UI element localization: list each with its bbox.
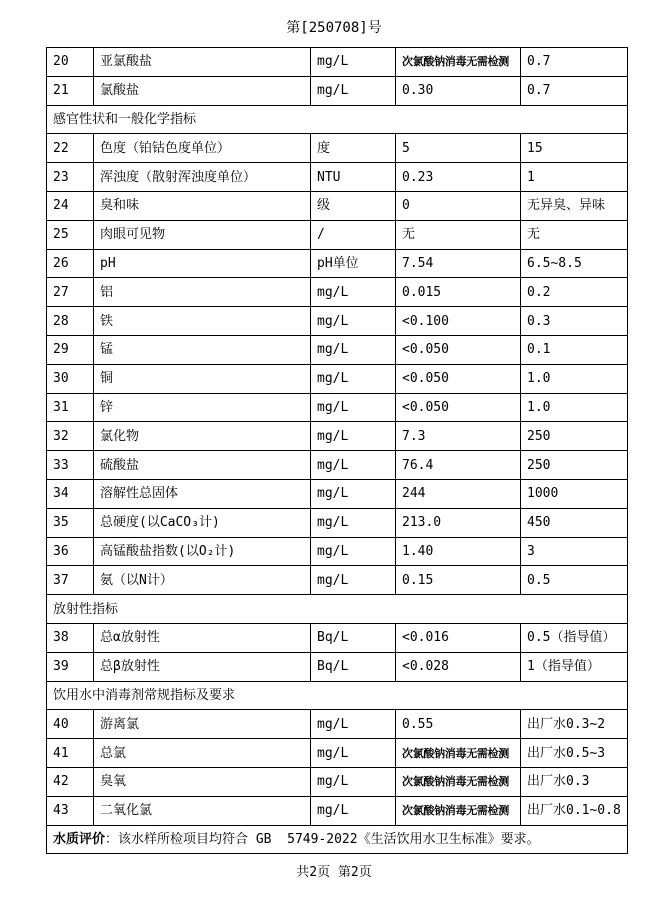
table-row: [47, 623, 628, 652]
cell-limit: 1（指导值）: [521, 652, 628, 681]
section-header: 放射性指标: [47, 595, 628, 624]
table-row: [47, 767, 628, 796]
table-row: [47, 48, 628, 77]
cell-value: 1.40: [396, 537, 521, 566]
evaluation-row: [47, 825, 628, 854]
cell-value: 0: [396, 191, 521, 220]
cell-unit: 度: [311, 134, 396, 163]
table-row: [47, 335, 628, 364]
cell-value: 0.30: [396, 76, 521, 105]
cell-no: 24: [47, 191, 94, 220]
cell-value: 次氯酸钠消毒无需检测: [396, 48, 521, 77]
evaluation-text: ：该水样所检项目均符合 GB 5749-2022《生活饮用水卫生标准》要求。: [105, 831, 540, 847]
report-number-title: 第[250708]号: [286, 20, 382, 36]
cell-no: 39: [47, 652, 94, 681]
cell-name: 铜: [94, 364, 311, 393]
evaluation-label: 水质评价: [53, 831, 106, 847]
cell-value: <0.050: [396, 364, 521, 393]
cell-name: 色度（铂钴色度单位）: [94, 134, 311, 163]
cell-name: 溶解性总固体: [94, 479, 311, 508]
cell-name: 亚氯酸盐: [94, 48, 311, 77]
cell-value: 0.23: [396, 163, 521, 192]
cell-no: 20: [47, 48, 94, 77]
cell-name: 总硬度(以CaCO₃计): [94, 508, 311, 537]
cell-value: 7.3: [396, 422, 521, 451]
cell-value: 5: [396, 134, 521, 163]
cell-name: pH: [94, 249, 311, 278]
cell-value: 0.15: [396, 566, 521, 595]
cell-unit: mg/L: [311, 796, 396, 825]
cell-no: 33: [47, 451, 94, 480]
cell-name: 游离氯: [94, 710, 311, 739]
cell-name: 臭氧: [94, 767, 311, 796]
cell-limit: 0.7: [521, 48, 628, 77]
cell-value: <0.028: [396, 652, 521, 681]
section-row: [47, 681, 628, 710]
cell-unit: mg/L: [311, 335, 396, 364]
cell-unit: mg/L: [311, 364, 396, 393]
table-row: [47, 163, 628, 192]
table-row: [47, 249, 628, 278]
cell-name: 氯化物: [94, 422, 311, 451]
cell-limit: 出厂水0.1~0.8: [521, 796, 628, 825]
cell-no: 34: [47, 479, 94, 508]
cell-unit: mg/L: [311, 479, 396, 508]
cell-limit: 0.2: [521, 278, 628, 307]
table-row: [47, 278, 628, 307]
cell-limit: 出厂水0.3~2: [521, 710, 628, 739]
cell-limit: 无异臭、异味: [521, 191, 628, 220]
cell-unit: mg/L: [311, 767, 396, 796]
cell-unit: pH单位: [311, 249, 396, 278]
cell-unit: mg/L: [311, 566, 396, 595]
table-row: [47, 739, 628, 768]
cell-name: 铁: [94, 307, 311, 336]
cell-value: 76.4: [396, 451, 521, 480]
cell-unit: Bq/L: [311, 623, 396, 652]
table-row: [47, 307, 628, 336]
cell-no: 35: [47, 508, 94, 537]
section-header: 感官性状和一般化学指标: [47, 105, 628, 134]
cell-name: 浑浊度（散射浑浊度单位）: [94, 163, 311, 192]
cell-unit: mg/L: [311, 537, 396, 566]
cell-limit: 450: [521, 508, 628, 537]
evaluation-cell: [47, 825, 628, 854]
cell-value: <0.016: [396, 623, 521, 652]
cell-no: 43: [47, 796, 94, 825]
table-row: [47, 566, 628, 595]
cell-no: 21: [47, 76, 94, 105]
cell-unit: /: [311, 220, 396, 249]
cell-no: 23: [47, 163, 94, 192]
water-quality-table: [46, 47, 628, 854]
cell-no: 40: [47, 710, 94, 739]
cell-value: 无: [396, 220, 521, 249]
table-row: [47, 508, 628, 537]
cell-name: 高锰酸盐指数(以O₂计): [94, 537, 311, 566]
cell-name: 总氯: [94, 739, 311, 768]
cell-limit: 250: [521, 451, 628, 480]
cell-value: 0.015: [396, 278, 521, 307]
cell-value: 213.0: [396, 508, 521, 537]
cell-no: 25: [47, 220, 94, 249]
cell-unit: mg/L: [311, 422, 396, 451]
section-header: 饮用水中消毒剂常规指标及要求: [47, 681, 628, 710]
cell-unit: mg/L: [311, 508, 396, 537]
cell-no: 27: [47, 278, 94, 307]
cell-value: 244: [396, 479, 521, 508]
table-row: [47, 710, 628, 739]
cell-limit: 1.0: [521, 364, 628, 393]
table-row: [47, 652, 628, 681]
cell-no: 42: [47, 767, 94, 796]
cell-limit: 1000: [521, 479, 628, 508]
cell-no: 37: [47, 566, 94, 595]
section-row: [47, 105, 628, 134]
cell-limit: 15: [521, 134, 628, 163]
cell-limit: 3: [521, 537, 628, 566]
cell-no: 29: [47, 335, 94, 364]
cell-name: 氯酸盐: [94, 76, 311, 105]
cell-name: 二氧化氯: [94, 796, 311, 825]
cell-name: 总α放射性: [94, 623, 311, 652]
cell-no: 38: [47, 623, 94, 652]
cell-unit: mg/L: [311, 307, 396, 336]
cell-no: 32: [47, 422, 94, 451]
cell-limit: 出厂水0.5~3: [521, 739, 628, 768]
cell-limit: 0.5: [521, 566, 628, 595]
cell-unit: mg/L: [311, 76, 396, 105]
cell-unit: mg/L: [311, 48, 396, 77]
table-row: [47, 76, 628, 105]
cell-no: 22: [47, 134, 94, 163]
cell-limit: 0.7: [521, 76, 628, 105]
cell-unit: Bq/L: [311, 652, 396, 681]
cell-value: 次氯酸钠消毒无需检测: [396, 796, 521, 825]
cell-unit: NTU: [311, 163, 396, 192]
cell-name: 氨（以N计）: [94, 566, 311, 595]
cell-name: 臭和味: [94, 191, 311, 220]
cell-value: <0.100: [396, 307, 521, 336]
cell-name: 锰: [94, 335, 311, 364]
cell-limit: 1.0: [521, 393, 628, 422]
table-row: [47, 537, 628, 566]
cell-no: 36: [47, 537, 94, 566]
cell-name: 肉眼可见物: [94, 220, 311, 249]
table-row: [47, 479, 628, 508]
cell-no: 26: [47, 249, 94, 278]
cell-limit: 6.5~8.5: [521, 249, 628, 278]
cell-value: 7.54: [396, 249, 521, 278]
cell-value: 次氯酸钠消毒无需检测: [396, 739, 521, 768]
section-row: [47, 595, 628, 624]
table-row: [47, 134, 628, 163]
cell-unit: mg/L: [311, 393, 396, 422]
cell-limit: 无: [521, 220, 628, 249]
cell-name: 总β放射性: [94, 652, 311, 681]
page-number-footer: 共2页 第2页: [296, 865, 372, 881]
cell-limit: 1: [521, 163, 628, 192]
cell-no: 31: [47, 393, 94, 422]
cell-unit: mg/L: [311, 710, 396, 739]
cell-limit: 0.1: [521, 335, 628, 364]
cell-unit: 级: [311, 191, 396, 220]
cell-value: <0.050: [396, 393, 521, 422]
table-row: [47, 422, 628, 451]
cell-limit: 出厂水0.3: [521, 767, 628, 796]
cell-value: 0.55: [396, 710, 521, 739]
cell-name: 硫酸盐: [94, 451, 311, 480]
cell-name: 铝: [94, 278, 311, 307]
cell-no: 41: [47, 739, 94, 768]
table-row: [47, 364, 628, 393]
cell-no: 28: [47, 307, 94, 336]
table-row: [47, 220, 628, 249]
cell-value: 次氯酸钠消毒无需检测: [396, 767, 521, 796]
cell-limit: 0.5（指导值）: [521, 623, 628, 652]
table-row: [47, 796, 628, 825]
cell-unit: mg/L: [311, 451, 396, 480]
cell-limit: 250: [521, 422, 628, 451]
cell-name: 锌: [94, 393, 311, 422]
table-row: [47, 393, 628, 422]
cell-unit: mg/L: [311, 278, 396, 307]
cell-limit: 0.3: [521, 307, 628, 336]
cell-no: 30: [47, 364, 94, 393]
cell-unit: mg/L: [311, 739, 396, 768]
cell-value: <0.050: [396, 335, 521, 364]
table-row: [47, 451, 628, 480]
table-row: [47, 191, 628, 220]
